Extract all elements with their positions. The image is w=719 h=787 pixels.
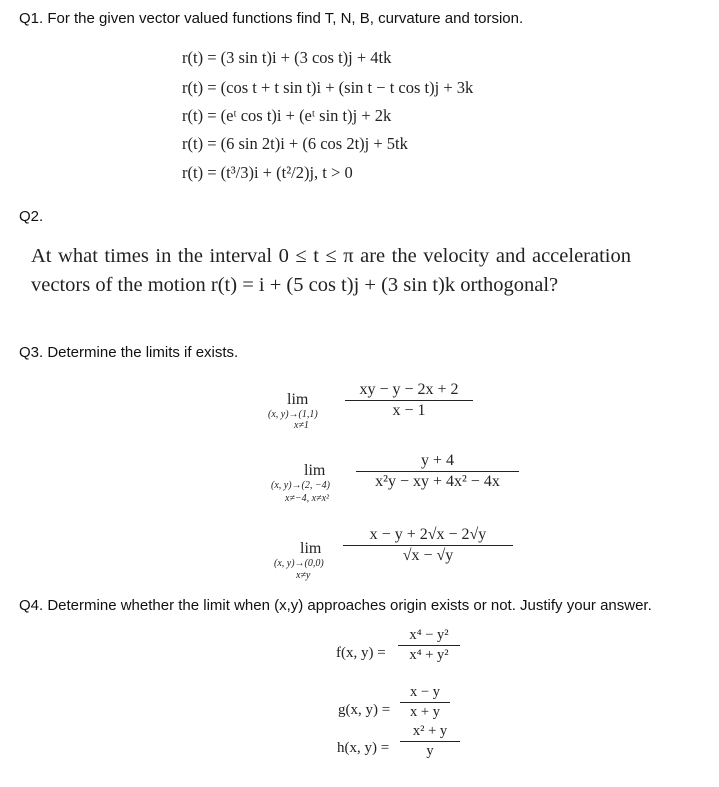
q1-equation-5: r(t) = (t³/3)i + (t²/2)j, t > 0 <box>182 163 353 182</box>
limit-1-lim: lim <box>287 391 309 408</box>
limit-3-lim: lim <box>300 540 322 557</box>
limit-2-fraction <box>356 452 519 491</box>
limit-2-approach: (x, y)→(2, −4) <box>271 480 330 491</box>
function-f-fraction <box>398 627 460 664</box>
function-h-numerator: x² + y <box>412 723 448 739</box>
q2-question-text: At what times in the interval 0 ≤ t ≤ π are the velocity and acceleration vectors of the motion r(t) = i + (5 cos t)j + (3 sin t)k orthogonal? <box>31 245 631 296</box>
function-h-fraction <box>400 723 460 760</box>
limit-2-numerator: y + 4 <box>420 452 455 469</box>
limit-2-condition: x≠−4, x≠x² <box>285 493 330 504</box>
fraction-bar <box>400 741 460 742</box>
function-g-name: g(x, y) = <box>338 702 391 718</box>
limit-3-approach: (x, y)→(0,0) <box>274 558 324 569</box>
limit-2-lim: lim <box>304 462 326 479</box>
function-g-denominator: x + y <box>410 704 440 720</box>
limit-2-denominator: x²y − xy + 4x² − 4x <box>375 473 500 490</box>
limit-1-approach: (x, y)→(1,1) <box>268 409 318 420</box>
q1-equation-1: r(t) = (3 sin t)i + (3 cos t)j + 4tk <box>182 48 392 67</box>
fraction-bar <box>345 400 473 401</box>
function-h-name: h(x, y) = <box>337 740 390 756</box>
limit-1-denominator: x − 1 <box>392 402 426 419</box>
function-f-numerator: x⁴ − y² <box>409 627 449 643</box>
fraction-bar <box>398 645 460 646</box>
function-f-denominator: x⁴ + y² <box>409 647 449 663</box>
limit-1-fraction <box>345 381 473 420</box>
fraction-bar <box>356 471 519 472</box>
q1-equation-2: r(t) = (cos t + t sin t)i + (sin t − t cos t)j + 3k <box>182 78 474 97</box>
limit-3-numerator: x − y + 2√x − 2√y <box>369 526 487 543</box>
q1-heading: Q1. For the given vector valued functions find T, N, B, curvature and torsion. <box>19 10 524 27</box>
limit-1-condition: x≠1 <box>294 420 309 431</box>
fraction-bar <box>343 545 513 546</box>
q3-heading: Q3. Determine the limits if exists. <box>19 344 239 361</box>
limit-3-denominator: √x − √y <box>402 547 454 564</box>
function-h-denominator: y <box>426 743 434 759</box>
fraction-bar <box>400 702 450 703</box>
q2-heading: Q2. <box>19 208 44 225</box>
limit-3-fraction <box>343 526 513 565</box>
limit-1-numerator: xy − y − 2x + 2 <box>359 381 459 398</box>
q1-equation-4: r(t) = (6 sin 2t)i + (6 cos 2t)j + 5tk <box>182 134 408 153</box>
q1-equation-3: r(t) = (eᵗ cos t)i + (eᵗ sin t)j + 2k <box>182 106 392 125</box>
function-g-fraction <box>400 684 450 721</box>
function-g-numerator: x − y <box>410 684 440 700</box>
q4-heading: Q4. Determine whether the limit when (x,y) approaches origin exists or not. Justify your answer. <box>19 597 652 614</box>
function-f-name: f(x, y) = <box>336 645 386 661</box>
limit-3-condition: x≠y <box>296 570 311 581</box>
